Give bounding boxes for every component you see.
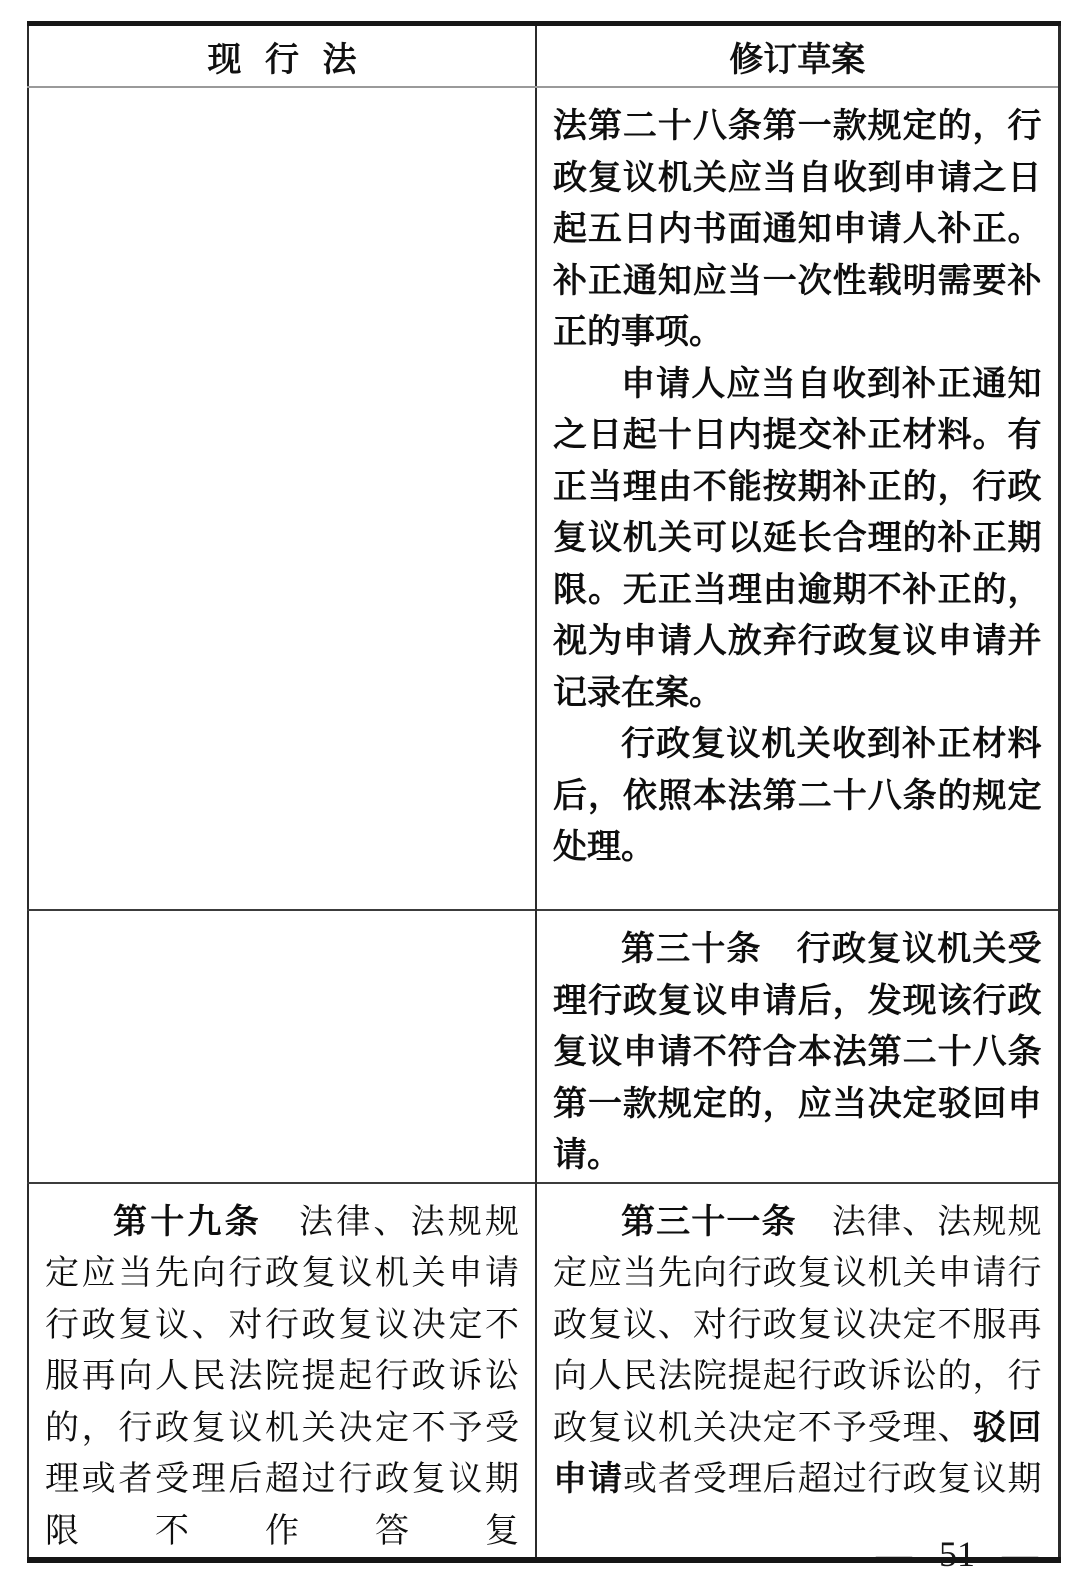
text-run: 或者受理后超过行政复议期 [622,1461,1042,1498]
table-row [28,1183,1059,1561]
table-cell-right [536,1183,1059,1561]
table-cell-left [28,910,536,1183]
paragraph [553,101,1042,359]
text-run: 法律、法规规定应当先向行政复议机关申请行政复议、对行政复议决定不服再向人民法院提起行政诉讼的，行政复议机关决定不予受理、 [553,1203,1042,1447]
bold-run: 第三十一条 [621,1202,797,1241]
table-cell-right [536,87,1059,910]
column-header-current-law: 现 行 法 [28,24,536,88]
table-cell-left [28,1183,536,1561]
table-row [28,87,1059,910]
page-number-label: — 51 — [876,1534,1038,1574]
table-cell-right [536,910,1059,1183]
table-cell-left [28,87,536,910]
text-run: 行政复议机关收到补正材料后，依照本法第二十八条的规定处理。 [553,725,1042,866]
paragraph [45,1197,519,1558]
column-header-revision-draft: 修订草案 [536,24,1059,88]
paragraph [553,1197,1042,1506]
paragraph [553,359,1042,720]
header-row [28,24,1059,88]
paragraph [553,719,1042,874]
text-run: 申请人应当自收到补正通知之日起十日内提交补正材料。有正当理由不能按期补正的，行政复议机关可以延长合理的补正期限。无正当理由逾期不补正的，视为申请人放弃行政复议申请并记录在案。 [553,364,1042,712]
text-run: 法第二十八条第一款规定的，行政复议机关应当自收到申请之日起五日内书面通知申请人补正。补正通知应当一次性载明需要补正的事项。 [553,107,1042,351]
page-number [876,1533,1038,1575]
bold-run: 驳回申请 [553,1408,1042,1498]
text-run: 法律、法规规定应当先向行政复议机关申请行政复议、对行政复议决定不服再向人民法院提起行政诉讼的，行政复议机关决定不予受理或者受理后超过行政复议期限不作答复 [45,1203,520,1550]
bold-run: 第三十条 [621,930,762,968]
table-row [28,910,1059,1183]
comparison-table [27,21,1061,1563]
table-body [28,87,1059,1560]
text-run: 行政复议机关受理行政复议申请后，发现该行政复议申请不符合本法第二十八条第一款规定的，应当决定驳回申请。 [553,930,1042,1174]
bold-run: 第十九条 [113,1202,262,1241]
paragraph [553,924,1042,1182]
